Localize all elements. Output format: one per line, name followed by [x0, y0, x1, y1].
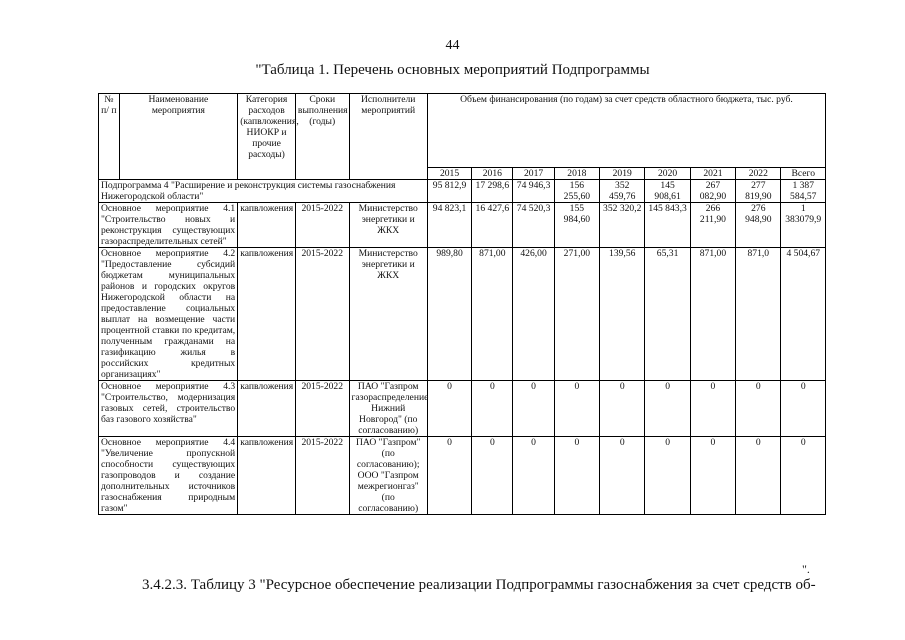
term-cell: 2015-2022	[295, 381, 349, 437]
term-cell: 2015-2022	[295, 248, 349, 381]
value-cell: 139,56	[600, 248, 645, 381]
term-cell: 2015-2022	[295, 437, 349, 515]
value-cell: 0	[554, 437, 599, 515]
value-cell: 145 843,3	[645, 203, 690, 248]
value-cell: 145 908,61	[645, 180, 690, 203]
value-cell: 352 459,76	[600, 180, 645, 203]
term-cell: 2015-2022	[295, 203, 349, 248]
value-cell: 95 812,9	[427, 180, 471, 203]
value-cell: 0	[781, 437, 826, 515]
year-cell: 2015	[427, 168, 471, 180]
value-cell: 74 946,3	[513, 180, 554, 203]
value-cell: 0	[736, 437, 781, 515]
value-cell: 0	[554, 381, 599, 437]
value-cell: 0	[513, 381, 554, 437]
value-cell: 74 520,3	[513, 203, 554, 248]
executor-cell: ПАО "Газпром газораспределение Нижний Новгород" (по согласованию)	[349, 381, 427, 437]
activities-table	[98, 93, 826, 515]
subprogram-row	[99, 180, 826, 203]
header-financing: Объем финансирования (по годам) за счет средств областного бюджета, тыс. руб.	[427, 94, 825, 168]
value-cell: 0	[600, 381, 645, 437]
header-term: Сроки выполнения (годы)	[295, 94, 349, 180]
value-cell: 871,0	[736, 248, 781, 381]
year-cell: 2021	[690, 168, 735, 180]
table-title: "Таблица 1. Перечень основных мероприятий Подпрограммы	[255, 62, 650, 78]
subprogram-label: Подпрограмма 4 "Расширение и реконструкция системы газоснабжения Нижегородской области"	[99, 180, 428, 203]
value-cell: 1 383079,9	[781, 203, 826, 248]
header-row	[99, 94, 826, 168]
year-cell: 2022	[736, 168, 781, 180]
header-category: Категория расходов (капвложения, НИОКР и прочие расходы)	[238, 94, 296, 180]
value-cell: 0	[781, 381, 826, 437]
closing-quote: ".	[802, 562, 810, 576]
category-cell: капвложения	[238, 248, 296, 381]
value-cell: 0	[427, 381, 471, 437]
table-row	[99, 248, 826, 381]
year-cell: 2016	[472, 168, 513, 180]
value-cell: 0	[690, 381, 735, 437]
category-cell: капвложения	[238, 381, 296, 437]
value-cell: 156 255,60	[554, 180, 599, 203]
value-cell: 0	[472, 381, 513, 437]
executor-cell: ПАО "Газпром" (по согласованию); ООО "Газпром межрегионгаз" (по согласованию)	[349, 437, 427, 515]
table-row	[99, 203, 826, 248]
value-cell: 0	[472, 437, 513, 515]
value-cell: 0	[600, 437, 645, 515]
value-cell: 1 387 584,57	[781, 180, 826, 203]
value-cell: 266 211,90	[690, 203, 735, 248]
header-executors: Исполнители мероприятий	[349, 94, 427, 180]
value-cell: 276 948,90	[736, 203, 781, 248]
value-cell: 155 984,60	[554, 203, 599, 248]
year-cell: 2019	[600, 168, 645, 180]
value-cell: 65,31	[645, 248, 690, 381]
footer-paragraph: 3.4.2.3. Таблицу 3 "Ресурсное обеспечение реализации Подпрограммы газоснабжения за счет средств об-	[142, 577, 816, 593]
value-cell: 271,00	[554, 248, 599, 381]
value-cell: 94 823,1	[427, 203, 471, 248]
value-cell: 0	[427, 437, 471, 515]
page-number: 44	[445, 38, 460, 53]
value-cell: 989,80	[427, 248, 471, 381]
table-row	[99, 437, 826, 515]
category-cell: капвложения	[238, 437, 296, 515]
value-cell: 4 504,67	[781, 248, 826, 381]
value-cell: 267 082,90	[690, 180, 735, 203]
year-cell: 2020	[645, 168, 690, 180]
value-cell: 0	[736, 381, 781, 437]
value-cell: 352 320,2	[600, 203, 645, 248]
activity-name: Основное мероприятие 4.2 "Предоставление субсидий бюджетам муниципальных районов и городских округов Нижегородской области на предоставление социальных выплат на возмещение части процентной ставки по кредитам, полученным гражданами на газификацию жилья в российских кредитных организациях"	[99, 248, 238, 381]
activity-name: Основное мероприятие 4.3 "Строительство, модернизация газовых сетей, строительство баз газового хозяйства"	[99, 381, 238, 437]
executor-cell: Министерство энергетики и ЖКХ	[349, 203, 427, 248]
category-cell: капвложения	[238, 203, 296, 248]
value-cell: 871,00	[690, 248, 735, 381]
header-num: № п/ п	[99, 94, 120, 180]
value-cell: 0	[690, 437, 735, 515]
table-row	[99, 381, 826, 437]
value-cell: 0	[645, 437, 690, 515]
executor-cell: Министерство энергетики и ЖКХ	[349, 248, 427, 381]
activity-name: Основное мероприятие 4.4 "Увеличение пропускной способности существующих газопроводов и создание дополнительных источников газоснабжения природным газом"	[99, 437, 238, 515]
value-cell: 0	[645, 381, 690, 437]
value-cell: 17 298,6	[472, 180, 513, 203]
value-cell: 871,00	[472, 248, 513, 381]
year-cell: 2017	[513, 168, 554, 180]
value-cell: 426,00	[513, 248, 554, 381]
value-cell: 0	[513, 437, 554, 515]
year-cell: Всего	[781, 168, 826, 180]
activity-name: Основное мероприятие 4.1 "Строительство новых и реконструкция существующих газораспределительных сетей"	[99, 203, 238, 248]
value-cell: 277 819,90	[736, 180, 781, 203]
year-cell: 2018	[554, 168, 599, 180]
value-cell: 16 427,6	[472, 203, 513, 248]
header-name: Наименование мероприятия	[119, 94, 238, 180]
